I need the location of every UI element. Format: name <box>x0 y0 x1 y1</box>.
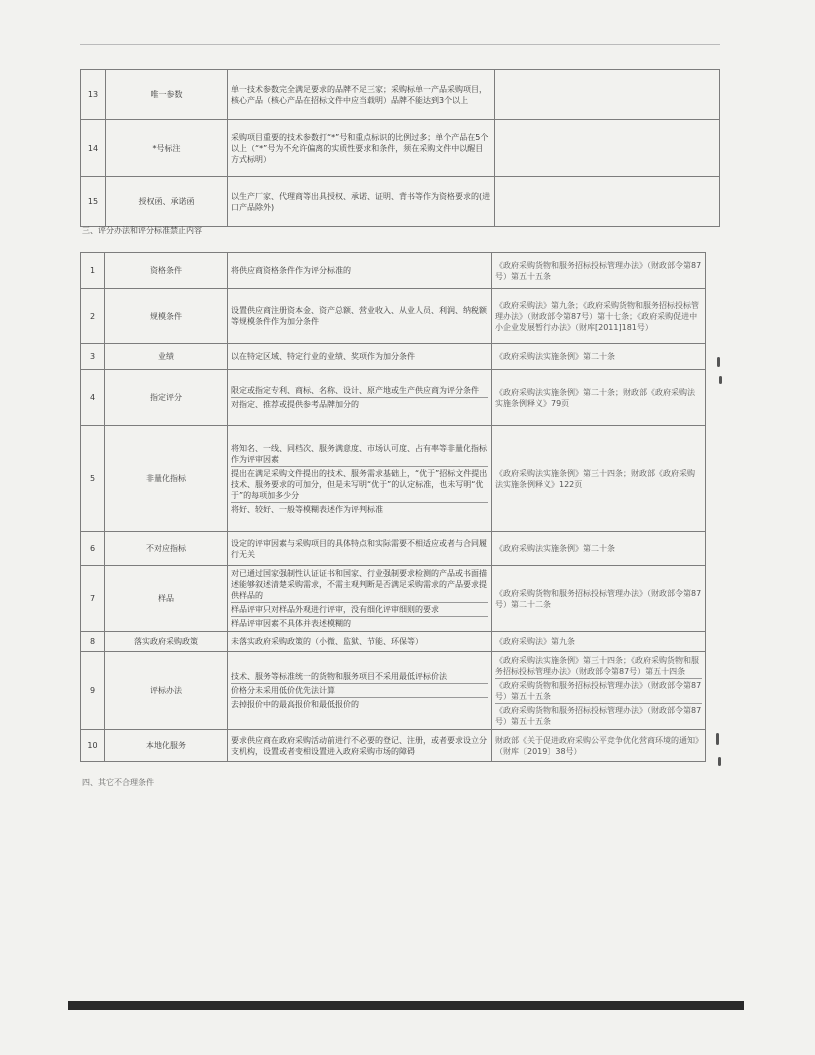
scan-mark <box>717 357 720 367</box>
row-content <box>228 652 492 730</box>
table-row <box>81 120 720 177</box>
row-basis <box>495 70 720 120</box>
table-row <box>81 632 706 652</box>
row-number: 6 <box>81 532 105 566</box>
row-number: 14 <box>81 120 106 177</box>
section-title: 四、其它不合理条件 <box>82 778 154 787</box>
table-row <box>81 70 720 120</box>
scan-mark <box>718 757 721 766</box>
content-line: 技术、服务等标准统一的货物和服务项目不采用最低评标价法 <box>231 672 447 681</box>
scan-mark <box>716 733 719 745</box>
content-line: 提出在满足采购文件提出的技术、服务需求基础上，“优于”招标文件提出技术、服务要求的可加分，但是未写明“优于”的认定标准，也未写明“优于”的每项加多少分 <box>231 466 488 502</box>
row-number: 9 <box>81 652 105 730</box>
row-basis <box>495 120 720 177</box>
table-row <box>81 566 706 632</box>
scan-bottom-edge <box>68 1001 744 1010</box>
row-name: 规模条件 <box>105 289 228 344</box>
row-content <box>228 566 492 632</box>
row-basis: 《政府采购法》第九条 <box>492 632 706 652</box>
scan-mark <box>719 376 722 384</box>
row-basis: 《政府采购货物和服务招标投标管理办法》（财政部令第87号）第二十二条 <box>492 566 706 632</box>
row-content: 以生产厂家、代理商等出具授权、承诺、证明、背书等作为资格要求的(进口产品除外) <box>228 177 495 227</box>
row-basis: 《政府采购法实施条例》第三十四条；财政部《政府采购法实施条例释义》122页 <box>492 426 706 532</box>
table-row <box>81 426 706 532</box>
row-name: 本地化服务 <box>105 730 228 762</box>
criteria-table-top <box>80 69 720 227</box>
row-basis <box>492 652 706 730</box>
table-row <box>81 344 706 370</box>
row-basis: 《政府采购法实施条例》第二十条 <box>492 344 706 370</box>
row-basis <box>495 177 720 227</box>
basis-line: 《政府采购货物和服务招标投标管理办法》（财政部令第87号）第五十五条 <box>495 703 702 728</box>
basis-line: 《政府采购货物和服务招标投标管理办法》（财政部令第87号）第五十五条 <box>495 678 702 703</box>
row-name: 授权函、承诺函 <box>106 177 228 227</box>
content-line: 对已通过国家强制性认证证书和国家、行业强制要求检测的产品或书面描述能够叙述清楚采购需求，不需主观判断是否满足采购需求的产品要求提供样品的 <box>231 569 487 600</box>
content-line: 将好、较好、一般等模糊表述作为评判标准 <box>231 502 488 516</box>
row-number: 15 <box>81 177 106 227</box>
table-row <box>81 370 706 426</box>
row-content: 单一技术参数完全满足要求的品牌不足三家；采购标单一产品采购项目，核心产品（核心产品在招标文件中应当载明）品牌不能达到3个以上 <box>228 70 495 120</box>
row-content: 设定的评审因素与采购项目的具体特点和实际需要不相适应或者与合同履行无关 <box>228 532 492 566</box>
table-row <box>81 652 706 730</box>
row-content <box>228 426 492 532</box>
row-content: 以在特定区域、特定行业的业绩、奖项作为加分条件 <box>228 344 492 370</box>
row-content: 设置供应商注册资本金、资产总额、营业收入、从业人员、利润、纳税额等规模条件作为加分条件 <box>228 289 492 344</box>
row-content: 将供应商资格条件作为评分标准的 <box>228 253 492 289</box>
content-line: 将知名、一线、同档次、服务满意度、市场认可度、占有率等非量化指标作为评审因素 <box>231 443 487 464</box>
content-line: 限定或指定专利、商标、名称、设计、原产地或生产供应商为评分条件 <box>231 386 479 395</box>
row-content: 采购项目重要的技术参数打“*”号和重点标识的比例过多；单个产品在5个以上（“*”号为不允许偏离的实质性要求和条件，须在采购文件中以醒目方式标明） <box>228 120 495 177</box>
row-number: 10 <box>81 730 105 762</box>
scoring-prohibition-table <box>80 252 706 762</box>
row-name: 落实政府采购政策 <box>105 632 228 652</box>
row-name: *号标注 <box>106 120 228 177</box>
basis-line: 《政府采购法实施条例》第三十四条；《政府采购货物和服务招标投标管理办法》（财政部令第87号）第五十四条 <box>495 655 699 676</box>
row-basis: 《政府采购法实施条例》第二十条 <box>492 532 706 566</box>
table-row <box>81 730 706 762</box>
row-number: 4 <box>81 370 105 426</box>
row-name: 样品 <box>105 566 228 632</box>
row-basis: 《政府采购法》第九条；《政府采购货物和服务招标投标管理办法》（财政部令第87号）第十七条；《政府采购促进中小企业发展暂行办法》（财库[2011]181号） <box>492 289 706 344</box>
content-line: 样品评审因素不具体并表述模糊的 <box>231 616 488 630</box>
row-name: 评标办法 <box>105 652 228 730</box>
row-content: 要求供应商在政府采购活动前进行不必要的登记、注册，或者要求设立分支机构，设置或者变相设置进入政府采购市场的障碍 <box>228 730 492 762</box>
row-number: 2 <box>81 289 105 344</box>
section-title: 三、评分办法和评分标准禁止内容 <box>82 226 202 235</box>
row-number: 1 <box>81 253 105 289</box>
row-content: 未落实政府采购政策的（小微、监狱、节能、环保等） <box>228 632 492 652</box>
row-name: 资格条件 <box>105 253 228 289</box>
row-name: 业绩 <box>105 344 228 370</box>
content-line: 对指定、推荐或提供参考品牌加分的 <box>231 397 488 411</box>
top-border-line <box>80 44 720 45</box>
row-basis: 《政府采购货物和服务招标投标管理办法》（财政部令第87号）第五十五条 <box>492 253 706 289</box>
row-number: 8 <box>81 632 105 652</box>
row-name: 非量化指标 <box>105 426 228 532</box>
row-name: 指定评分 <box>105 370 228 426</box>
table-row <box>81 177 720 227</box>
table-row <box>81 253 706 289</box>
row-number: 7 <box>81 566 105 632</box>
content-line: 样品评审只对样品外观进行评审，没有细化评审细则的要求 <box>231 602 488 616</box>
table-row <box>81 532 706 566</box>
row-name: 唯一参数 <box>106 70 228 120</box>
row-basis: 《政府采购法实施条例》第二十条；财政部《政府采购法实施条例释义》79页 <box>492 370 706 426</box>
table-row <box>81 289 706 344</box>
row-basis: 财政部《关于促进政府采购公平竞争优化营商环境的通知》（财库〔2019〕38号） <box>492 730 706 762</box>
content-line: 去掉报价中的最高报价和最低报价的 <box>231 697 488 711</box>
content-line: 价格分未采用低价优先法计算 <box>231 683 488 697</box>
row-number: 13 <box>81 70 106 120</box>
row-number: 3 <box>81 344 105 370</box>
row-content <box>228 370 492 426</box>
row-number: 5 <box>81 426 105 532</box>
row-name: 不对应指标 <box>105 532 228 566</box>
